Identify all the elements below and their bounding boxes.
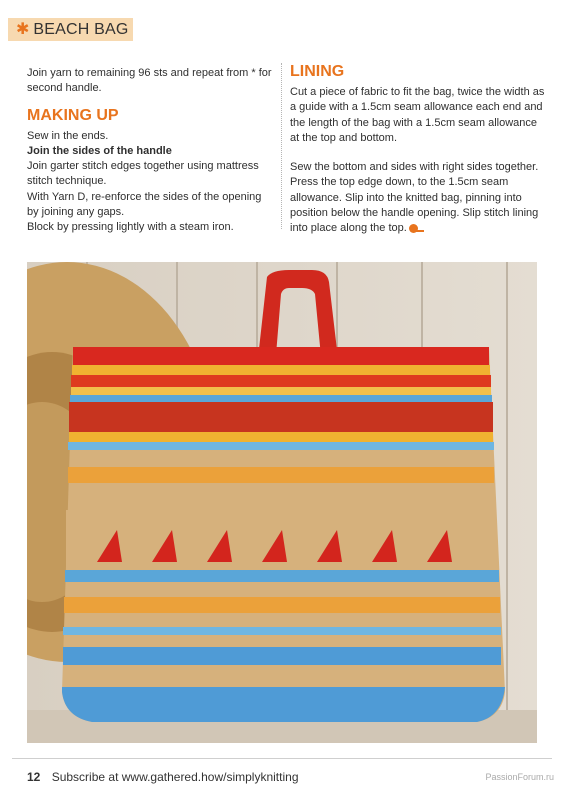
section-title: BEACH BAG xyxy=(33,20,129,38)
lining-paragraph-2-text: Sew the bottom and sides with right sides together. Press the top edge down, to the 1.5cm seam allowance. Slip into the knitted bag, pinning into position below the handle opening. Slip stitch lining into place along the top. xyxy=(290,161,539,235)
section-tab xyxy=(8,18,133,41)
asterisk-icon: ✱ xyxy=(16,20,30,38)
page-number: 12 xyxy=(27,770,41,784)
knitted-beach-bag-photo xyxy=(27,262,537,743)
making-up-line-1: Sew in the ends. xyxy=(27,129,109,142)
subscribe-text: Subscribe at www.gathered.how/simplyknitting xyxy=(51,770,299,784)
left-column xyxy=(27,66,272,236)
watermark: PassionForum.ru xyxy=(485,772,554,782)
making-up-heading: MAKING UP xyxy=(27,106,119,124)
column-divider xyxy=(281,63,282,229)
making-up-line-2: Join garter stitch edges together using mattress stitch technique. xyxy=(27,160,259,188)
right-column xyxy=(290,63,545,237)
handle-subheading: Join the sides of the handle xyxy=(27,144,172,157)
lining-paragraph-1: Cut a piece of fabric to fit the bag, twice the width as a guide with a 1.5cm seam allowance each end and the length of the bag with a 1.5cm seam allowance at the top and bottom. xyxy=(290,86,545,144)
making-up-line-3: With Yarn D, re-enforce the sides of the opening by joining any gaps. xyxy=(27,190,262,219)
lining-paragraph-2 xyxy=(290,160,545,236)
footer xyxy=(27,770,299,784)
making-up-line-4: Block by pressing lightly with a steam iron. xyxy=(27,221,234,234)
intro-text: Join yarn to remaining 96 sts and repeat from * for second handle. xyxy=(27,67,272,95)
lining-heading: LINING xyxy=(290,63,345,80)
footer-rule xyxy=(12,758,552,759)
yarn-ball-icon xyxy=(409,224,421,233)
